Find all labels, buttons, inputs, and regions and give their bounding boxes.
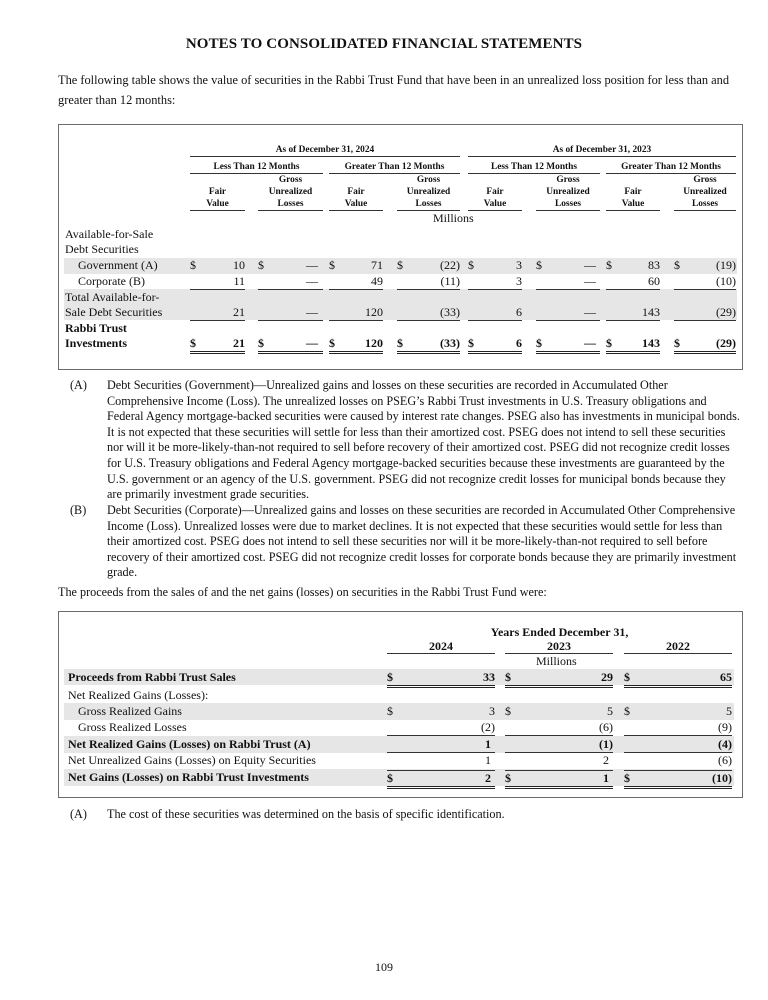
currency-symbol: $ <box>536 258 542 272</box>
column-header-gross-losses: Gross Unrealized Losses <box>536 174 600 211</box>
row-label: Total Available-for- <box>65 290 160 304</box>
row-label: Net Realized Gains (Losses) on Rabbi Trust (A) <box>68 737 311 751</box>
cell: (6) <box>505 720 613 736</box>
unit-label: Millions <box>433 211 474 225</box>
cell: (6) <box>718 753 732 767</box>
cell: $ 65 <box>624 670 732 688</box>
cell: (1) <box>505 737 613 753</box>
group-header: Greater Than 12 Months <box>606 161 736 174</box>
cell: $ 1 <box>505 770 613 789</box>
currency-symbol: $ <box>190 258 196 272</box>
cell: $ — <box>536 336 600 354</box>
cell: (10) <box>674 274 736 290</box>
cell: — <box>584 258 596 272</box>
cell: 60 <box>606 274 660 290</box>
cell: (33) <box>397 305 460 321</box>
footnote-b: (B) Debt Securities (Corporate)—Unrealized gains and losses on these securities are recorded in Accumulated Other Comprehensive Income (Loss). Unrealized losses were due to market declines. It is not expected that these securities would settle for less than their amortized cost. PSEG does not intend to sell these securities nor will it be more-likely-than-not required to sell before recovery of their amortized cost. PSEG did not recognize credit losses for corporate bonds because they are primarily investment grade. <box>70 503 737 580</box>
cell: 143 <box>606 305 660 321</box>
column-header-fair-value: Fair Value <box>329 174 383 211</box>
row-label: Gross Realized Gains <box>78 704 182 718</box>
page-number: 109 <box>375 960 393 974</box>
intro-paragraph: The following table shows the value of securities in the Rabbi Trust Fund that have been in an unrealized loss position for less than and greater than 12 months: <box>58 73 730 107</box>
currency-symbol: $ <box>258 258 264 272</box>
row-label: Net Gains (Losses) on Rabbi Trust Investments <box>68 770 309 784</box>
unit-label: Millions <box>536 654 577 668</box>
footnote-a: (A) Debt Securities (Government)—Unrealized gains and losses on these securities are recorded in Accumulated Other Comprehensive Income (Loss). The unrealized losses on PSEG’s Rabbi Trust investments in U.S. Treasury obligations and Federal Agency mortgage-backed securities were caused by interest rate changes. PSEG also has investments in municipal bonds. It is not expected that these securities will settle for less than their amortized cost. PSEG does not intend to sell these securities nor will it be more-likely-than-not required to sell before recovery of their amortized cost. PSEG did not recognize credit losses for U.S. Treasury obligations and Federal Agency mortgage-backed securities because these investments are guaranteed by the U.S. government or an agency of the U.S. government. PSEG did not recognize credit losses for municipal bonds because they are primarily investment grade securities. <box>70 378 740 502</box>
year-header: 2023 <box>505 639 613 654</box>
cell: 49 <box>329 274 383 290</box>
cell: $ 33 <box>387 670 495 688</box>
cell: $ 2 <box>387 770 495 789</box>
currency-symbol: $ <box>397 258 403 272</box>
row-label: Corporate (B) <box>78 274 145 288</box>
cell: 83 <box>648 258 660 272</box>
column-header-gross-losses: Gross Unrealized Losses <box>397 174 460 211</box>
section-label: Debt Securities <box>65 242 139 256</box>
row-label: Investments <box>65 336 127 350</box>
cell: 71 <box>371 258 383 272</box>
cell: 120 <box>329 305 383 321</box>
row-label: Net Unrealized Gains (Losses) on Equity Securities <box>68 753 316 767</box>
cell: 1 <box>485 753 491 767</box>
group-header: Greater Than 12 Months <box>329 161 460 174</box>
cell: 1 <box>387 737 495 753</box>
cell: $ 120 <box>329 336 383 354</box>
cell: 21 <box>190 305 245 321</box>
currency-symbol: $ <box>329 258 335 272</box>
currency-symbol: $ <box>468 258 474 272</box>
cell: $ 5 <box>505 704 613 718</box>
row-label: Rabbi Trust <box>65 321 127 335</box>
column-header-fair-value: Fair Value <box>606 174 660 211</box>
cell: $ 21 <box>190 336 245 354</box>
row-label: Government (A) <box>78 258 158 272</box>
cell: (29) <box>674 305 736 321</box>
cell: $ — <box>258 336 323 354</box>
cell: 6 <box>468 305 522 321</box>
cell: (11) <box>397 274 460 290</box>
section-label: Available-for-Sale <box>65 227 154 241</box>
column-header-gross-losses: Gross Unrealized Losses <box>674 174 736 211</box>
cell: $ (10) <box>624 770 732 789</box>
cell: $ 29 <box>505 670 613 688</box>
row-label: Net Realized Gains (Losses): <box>68 688 209 702</box>
cell: (9) <box>624 720 732 736</box>
cell: $ 6 <box>468 336 522 354</box>
cell: — <box>306 258 318 272</box>
cell: $ (33) <box>397 336 460 354</box>
cell: — <box>258 305 323 321</box>
footnote-a-table2: (A) The cost of these securities was determined on the basis of specific identification. <box>70 807 505 821</box>
column-header-fair-value: Fair Value <box>468 174 522 211</box>
cell: 10 <box>233 258 245 272</box>
cell: (22) <box>440 258 460 272</box>
cell: (2) <box>387 720 495 736</box>
cell: 3 <box>516 258 522 272</box>
cell: 3 <box>468 274 522 290</box>
period-header-2024: As of December 31, 2024 <box>190 144 460 157</box>
cell: $ 5 <box>624 704 732 718</box>
column-header-fair-value: Fair Value <box>190 174 245 211</box>
row-label: Gross Realized Losses <box>78 720 187 734</box>
cell: (19) <box>716 258 736 272</box>
row-label: Proceeds from Rabbi Trust Sales <box>68 670 236 684</box>
group-header: Less Than 12 Months <box>190 161 323 174</box>
currency-symbol: $ <box>674 258 680 272</box>
period-header-2023: As of December 31, 2023 <box>468 144 736 157</box>
cell: $ 143 <box>606 336 660 354</box>
group-header: Less Than 12 Months <box>468 161 600 174</box>
cell: — <box>536 305 600 321</box>
intro2-paragraph: The proceeds from the sales of and the net gains (losses) on securities in the Rabbi Trust Fund were: <box>58 585 547 599</box>
page-title: NOTES TO CONSOLIDATED FINANCIAL STATEMENTS <box>185 36 583 52</box>
cell: — <box>258 274 323 290</box>
cell: 11 <box>190 274 245 290</box>
column-header-gross-losses: Gross Unrealized Losses <box>258 174 323 211</box>
row-label: Sale Debt Securities <box>65 305 163 319</box>
currency-symbol: $ <box>606 258 612 272</box>
cell: (4) <box>624 737 732 753</box>
period-header: Years Ended December 31, <box>490 625 629 639</box>
cell: $ 3 <box>387 704 495 718</box>
cell: — <box>536 274 600 290</box>
year-header: 2024 <box>387 639 495 654</box>
cell: $ (29) <box>674 336 736 354</box>
year-header: 2022 <box>624 639 732 654</box>
cell: 2 <box>603 753 609 767</box>
